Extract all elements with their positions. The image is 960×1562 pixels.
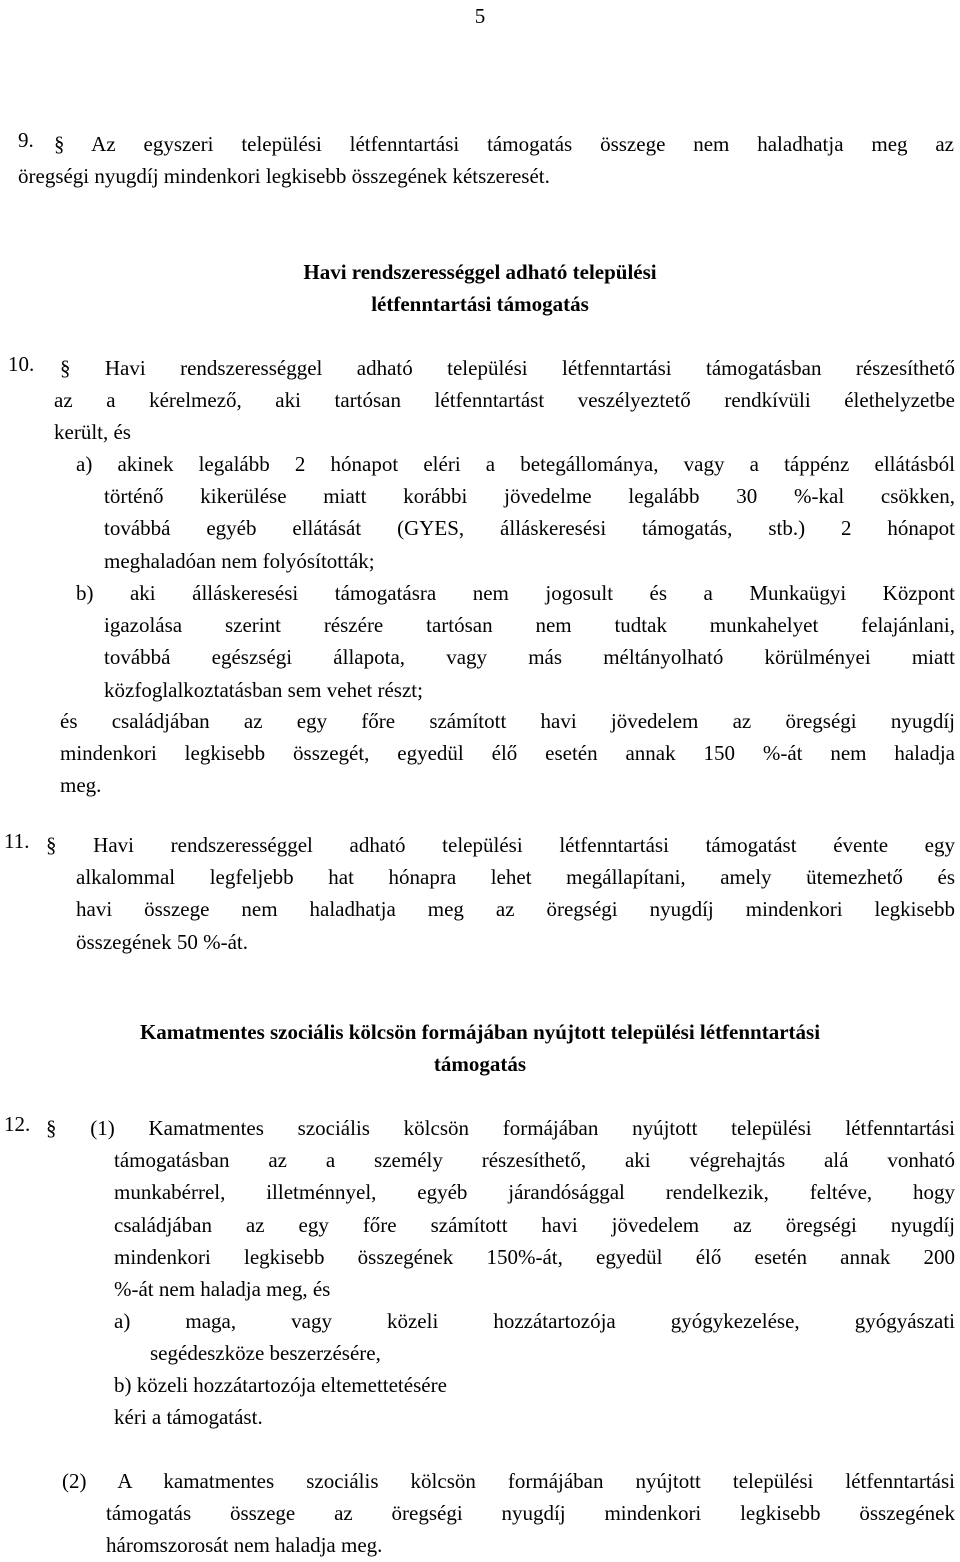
closing-line: és családjában az egy főre számított havi jövedelem az öregségi nyugdíj bbox=[60, 709, 955, 733]
section-11-line: havi összege nem haladhatja meg az öregségi nyugdíj mindenkori legkisebb bbox=[76, 897, 955, 922]
heading-line: támogatás bbox=[433, 1052, 527, 1076]
heading-line: létfenntartási támogatás bbox=[371, 292, 589, 316]
section-9-line: öregségi nyugdíj mindenkori legkisebb összegének kétszeresét. bbox=[18, 164, 550, 189]
section-12-sub-2 bbox=[62, 1465, 955, 1562]
item-b-line: továbbá egészségi állapota, vagy más méltányolható körülményei miatt bbox=[104, 645, 955, 670]
item-a-line: segédeszköze beszerzésére, bbox=[150, 1341, 381, 1366]
item-a-line: történő kikerülése miatt korábbi jövedelme legalább 30 %-kal csökken, bbox=[104, 484, 955, 509]
section-10-item-a bbox=[76, 448, 955, 577]
section-9-text bbox=[18, 128, 954, 192]
section-9-line: § Az egyszeri települési létfenntartási támogatás összege nem haladhatja meg az bbox=[54, 132, 954, 156]
heading-line: Havi rendszerességgel adható települési bbox=[303, 260, 657, 284]
heading-loan-support bbox=[0, 1016, 960, 1080]
sub-1-line: támogatásban az a személy részesíthető, aki végrehajtás alá vonható bbox=[114, 1148, 955, 1173]
item-a-line: továbbá egyéb ellátását (GYES, álláskeresési támogatás, stb.) 2 hónapot bbox=[104, 516, 955, 541]
section-12-number: 12. bbox=[4, 1112, 31, 1136]
section-10-item-b bbox=[76, 577, 955, 706]
sub-1-line: mindenkori legkisebb összegének 150%-át, egyedül élő esetén annak 200 bbox=[114, 1244, 955, 1269]
section-10-line: az a kérelmező, aki tartósan létfenntartást veszélyeztető rendkívüli élethelyzetbe bbox=[54, 388, 955, 413]
sub-1-line: családjában az egy főre számított havi jövedelem az öregségi nyugdíj bbox=[114, 1212, 955, 1237]
item-a-line: a) maga, vagy közeli hozzátartozója gyógykezelése, gyógyászati bbox=[114, 1309, 955, 1333]
section-11-text bbox=[46, 829, 955, 958]
sub-2-line: (2) A kamatmentes szociális kölcsön formájában nyújtott települési létfenntartási bbox=[62, 1469, 955, 1493]
section-11-line: § Havi rendszerességgel adható települési létfenntartási támogatást évente egy bbox=[46, 833, 955, 857]
closing-line: meg. bbox=[60, 773, 102, 798]
section-11-line: összegének 50 %-át. bbox=[76, 929, 249, 954]
item-b-line: b) aki álláskeresési támogatásra nem jogosult és a Munkaügyi Központ bbox=[76, 581, 955, 605]
section-12-item-a bbox=[114, 1305, 955, 1369]
section-11-number: 11. bbox=[4, 829, 30, 853]
section-11-line: alkalommal legfeljebb hat hónapra lehet megállapítani, amely ütemezhető és bbox=[76, 865, 955, 890]
section-10-closing bbox=[60, 705, 955, 802]
sub-1-line: munkabérrel, illetménnyel, egyéb járandósággal rendelkezik, feltéve, hogy bbox=[114, 1180, 955, 1205]
item-b-line: közfoglalkoztatásban sem vehet részt; bbox=[104, 677, 423, 702]
section-12-sub-1 bbox=[46, 1112, 955, 1305]
section-10-number: 10. bbox=[8, 352, 35, 376]
item-a-line: meghaladóan nem folyósították; bbox=[104, 548, 375, 573]
section-9-number: 9. bbox=[18, 128, 34, 152]
page-number: 5 bbox=[474, 4, 486, 28]
sub-2-line: támogatás összege az öregségi nyugdíj mindenkori legkisebb összegének bbox=[106, 1501, 955, 1526]
closing-line: mindenkori legkisebb összegét, egyedül élő esetén annak 150 %-át nem haladja bbox=[60, 741, 955, 766]
closing-line: kéri a támogatást. bbox=[114, 1405, 263, 1430]
item-b-line: b) közeli hozzátartozója eltemettetésére bbox=[114, 1373, 447, 1397]
section-10-line: került, és bbox=[54, 420, 131, 445]
heading-monthly-support bbox=[0, 256, 960, 320]
sub-2-line: háromszorosát nem haladja meg. bbox=[106, 1533, 383, 1558]
sub-1-line: %-át nem haladja meg, és bbox=[114, 1277, 331, 1302]
item-b-line: igazolása szerint részére tartósan nem tudtak munkahelyet felajánlani, bbox=[104, 613, 955, 638]
item-a-line: a) akinek legalább 2 hónapot eléri a betegállománya, vagy a táppénz ellátásból bbox=[76, 452, 955, 476]
section-12-item-b bbox=[114, 1369, 955, 1433]
section-10-intro bbox=[54, 352, 955, 449]
section-10-line: § Havi rendszerességgel adható települési létfenntartási támogatásban részesíthető bbox=[60, 356, 955, 380]
sub-1-line: § (1) Kamatmentes szociális kölcsön formájában nyújtott települési létfenntartási bbox=[46, 1116, 955, 1140]
heading-line: Kamatmentes szociális kölcsön formájában nyújtott települési létfenntartási bbox=[139, 1020, 821, 1044]
